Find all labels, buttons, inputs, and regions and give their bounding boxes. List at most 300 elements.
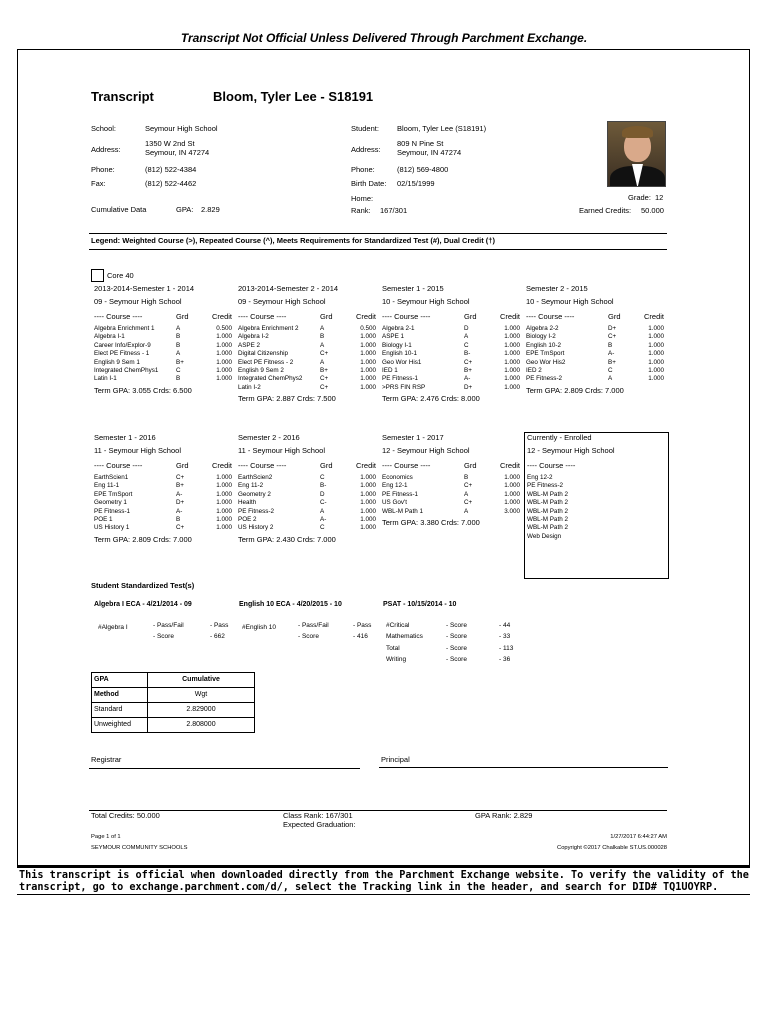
course-name: Algebra Enrichment 1: [94, 325, 155, 332]
algebra-passfail-label: - Pass/Fail: [153, 622, 184, 629]
enrolled-title: Currently - Enrolled: [527, 433, 592, 442]
school-phone-label: Phone:: [91, 165, 115, 174]
term-column-headers: [94, 462, 234, 474]
course-name: Career Info/Explor-9: [94, 341, 151, 349]
enrolled-course: WBL-M Path 2: [527, 490, 568, 498]
course-credit: 1.000: [648, 325, 664, 332]
grade-label: Grade:: [628, 193, 651, 202]
psat-score-value: - 44: [499, 622, 511, 629]
course-credit: 1.000: [360, 499, 376, 507]
legend: Legend: Weighted Course (>), Repeated Course (^), Meets Requirements for Standardized Test (#), Dual Credit (†): [91, 236, 495, 245]
col-credit: Credit: [643, 312, 664, 321]
course-credit: 1.000: [360, 366, 376, 374]
course-credit: 1.000: [360, 375, 376, 383]
col-credit: Credit: [355, 461, 376, 470]
col-course: ---- Course ----: [94, 462, 143, 470]
student-photo: [607, 121, 666, 187]
english-passfail-label: - Pass/Fail: [298, 622, 329, 629]
algebra-test-name: #Algebra I: [98, 624, 128, 631]
course-name: EarthScien2: [238, 474, 273, 481]
course-credit: 1.000: [216, 333, 232, 341]
course-credit: 1.000: [216, 490, 232, 498]
home-label: Home:: [351, 194, 374, 203]
course-grade: A-: [608, 350, 615, 358]
col-course: ---- Course ----: [238, 313, 287, 321]
course-credit: 1.000: [216, 375, 232, 383]
course-grade: B: [320, 333, 325, 341]
course-credit: 1.000: [504, 341, 520, 349]
course-grade: D+: [176, 499, 185, 507]
course-grade: D+: [464, 383, 473, 391]
gpa-header: GPA: [92, 673, 148, 688]
course-row: [238, 333, 378, 341]
algebra-eca-title: Algebra I ECA - 4/21/2014 - 09: [94, 601, 192, 608]
course-grade: A: [176, 350, 181, 358]
school-address-label: Address:: [91, 145, 121, 154]
course-row: [238, 508, 378, 516]
legend-top-rule: [89, 233, 667, 234]
term-block: [238, 285, 378, 404]
course-name: Algebra 2-1: [382, 325, 415, 332]
col-course: ---- Course ----: [382, 313, 431, 321]
course-grade: A: [464, 490, 469, 498]
enrolled-course: WBL-M Path 2: [527, 524, 568, 532]
course-row: [94, 524, 234, 532]
course-row: [382, 499, 522, 507]
course-row: [382, 491, 522, 499]
term-gpa: Term GPA: 2.809 Crds: 7.000: [526, 385, 624, 395]
course-grade: A-: [464, 375, 471, 383]
course-name: Geometry 2: [238, 490, 271, 498]
enrolled-course: Web Design: [527, 532, 562, 540]
earned-credits-label: Earned Credits:: [579, 206, 632, 215]
course-credit: 0.500: [216, 325, 232, 332]
course-name: Integrated ChemPhys2: [238, 375, 303, 383]
total-credits: Total Credits: 50.000: [91, 811, 160, 820]
course-grade: B: [176, 341, 181, 349]
course-name: US History 1: [94, 524, 130, 532]
course-name: Biology I-2: [526, 333, 556, 341]
gpa-method-value: 2.808000: [148, 718, 255, 733]
course-row: [526, 375, 666, 383]
course-row: [526, 350, 666, 358]
col-credit: Credit: [211, 312, 232, 321]
enrolled-course: WBL-M Path 2: [527, 507, 568, 515]
course-row: [238, 367, 378, 375]
course-grade: C+: [464, 499, 473, 507]
term-school: 11 - Seymour High School: [238, 446, 325, 455]
course-name: ASPE 1: [382, 333, 405, 341]
course-row: [526, 333, 666, 341]
course-grade: D: [320, 490, 325, 498]
course-name: Geometry 1: [94, 499, 127, 507]
term-school: 09 - Seymour High School: [94, 297, 182, 306]
course-grade: A-: [320, 515, 327, 523]
term-school: 11 - Seymour High School: [94, 446, 181, 455]
method-header: Method: [92, 688, 148, 703]
course-row: [526, 325, 666, 333]
course-name: Latin I-1: [94, 375, 117, 383]
course-credit: 1.000: [216, 474, 232, 481]
course-grade: B: [176, 515, 181, 523]
course-grade: C: [320, 474, 325, 481]
course-name: English 10-1: [382, 350, 418, 358]
col-course: ---- Course ----: [527, 462, 576, 470]
term-block: [238, 434, 378, 544]
course-name: Elect PE Fitness - 1: [94, 350, 150, 358]
course-name: PE Fitness-2: [238, 507, 275, 515]
col-credit: Credit: [355, 312, 376, 321]
course-grade: A: [608, 375, 613, 383]
course-credit: 1.000: [360, 333, 376, 341]
psat-score-label: - Score: [446, 622, 467, 629]
course-credit: 1.000: [360, 341, 376, 349]
course-credit: 1.000: [360, 358, 376, 366]
term-block: [382, 434, 522, 528]
psat-score-value: - 33: [499, 633, 511, 640]
course-credit: 1.000: [216, 350, 232, 358]
principal-label: Principal: [381, 755, 410, 764]
psat-score-value: - 113: [499, 645, 514, 652]
course-credit: 1.000: [360, 490, 376, 498]
col-grade: Grd: [320, 461, 333, 470]
student-phone-value: (812) 569-4800: [397, 165, 449, 174]
student-label: Student:: [351, 124, 379, 133]
course-row: [382, 375, 522, 383]
course-name: IED 1: [382, 366, 398, 374]
student-address-line2: Seymour, IN 47274: [397, 148, 462, 157]
col-grade: Grd: [176, 461, 189, 470]
course-row: [238, 359, 378, 367]
course-row: [526, 359, 666, 367]
course-grade: D+: [608, 325, 617, 332]
term-title: Semester 2 - 2015: [526, 284, 588, 293]
print-timestamp: 1/27/2017 6:44:27 AM: [610, 834, 667, 840]
course-name: Eng 12-1: [382, 482, 408, 490]
course-row: [94, 350, 234, 358]
enrolled-course: WBL-M Path 2: [527, 499, 568, 507]
term-column-headers: [238, 462, 378, 474]
cumulative-header: Cumulative: [148, 673, 255, 688]
enrolled-course: Eng 12-2: [527, 474, 553, 481]
col-course: ---- Course ----: [238, 462, 287, 470]
course-grade: B: [176, 333, 181, 341]
course-row: [94, 508, 234, 516]
course-row: [94, 499, 234, 507]
course-credit: 1.000: [648, 366, 664, 374]
course-name: POE 1: [94, 515, 113, 523]
term-block: [94, 434, 234, 544]
course-name: PE Fitness-1: [94, 507, 131, 515]
english-score-value: - 416: [353, 633, 368, 640]
school-address-line2: Seymour, IN 47274: [145, 148, 210, 157]
term-column-headers: [526, 313, 666, 325]
course-credit: 1.000: [360, 350, 376, 358]
course-name: US Gov't: [382, 499, 407, 507]
summary-rule: [89, 810, 667, 811]
course-row: [238, 325, 378, 333]
col-course: ---- Course ----: [382, 462, 431, 470]
course-name: PE Fitness-2: [526, 375, 563, 383]
course-grade: B: [176, 375, 181, 383]
course-grade: B+: [464, 366, 472, 374]
col-credit: Credit: [499, 461, 520, 470]
course-grade: A: [464, 333, 469, 341]
course-grade: A: [320, 358, 325, 366]
course-grade: C: [464, 341, 469, 349]
term-block: [382, 285, 522, 404]
course-name: POE 2: [238, 515, 257, 523]
course-credit: 1.000: [504, 358, 520, 366]
term-column-headers: [382, 462, 522, 474]
course-name: English 9 Sem 1: [94, 358, 140, 366]
term-title: 2013-2014-Semester 1 - 2014: [94, 284, 195, 293]
course-grade: A: [176, 325, 181, 332]
course-row: [382, 474, 522, 482]
term-school: 10 - Seymour High School: [382, 297, 470, 306]
course-grade: B+: [320, 366, 328, 374]
course-row: [382, 350, 522, 358]
course-row: [94, 516, 234, 524]
col-course: ---- Course ----: [94, 313, 143, 321]
course-name: PE Fitness-1: [382, 375, 419, 383]
student-address-label: Address:: [351, 145, 381, 154]
course-credit: 1.000: [360, 383, 376, 391]
course-name: EPE TmSport: [94, 490, 133, 498]
term-gpa: Term GPA: 3.055 Crds: 6.500: [94, 385, 192, 395]
term-gpa: Term GPA: 2.430 Crds: 7.000: [238, 534, 336, 544]
course-name: English 9 Sem 2: [238, 366, 284, 374]
term-title: Semester 1 - 2017: [382, 433, 444, 442]
course-credit: 1.000: [360, 524, 376, 532]
psat-score-label: - Score: [446, 656, 467, 663]
course-row: [94, 367, 234, 375]
grade-value: 12: [655, 193, 664, 202]
course-name: US History 2: [238, 524, 274, 532]
core40-label: Core 40: [107, 271, 134, 280]
course-grade: B-: [464, 350, 471, 358]
verification-top-rule: [17, 866, 750, 868]
course-name: Geo Wor His2: [526, 358, 566, 366]
course-credit: 1.000: [648, 375, 664, 383]
course-row: [238, 491, 378, 499]
course-credit: 1.000: [504, 490, 520, 498]
course-row: [382, 325, 522, 333]
col-grade: Grd: [320, 312, 333, 321]
course-name: Algebra I-2: [238, 333, 269, 341]
school-phone-value: (812) 522-4384: [145, 165, 197, 174]
school-fax-value: (812) 522-4462: [145, 179, 197, 188]
english-score-label: - Score: [298, 633, 319, 640]
term-title: Semester 2 - 2016: [238, 433, 300, 442]
course-name: Health: [238, 499, 257, 507]
course-credit: 0.500: [360, 325, 376, 332]
student-name-heading: Bloom, Tyler Lee - S18191: [213, 89, 374, 104]
course-name: Elect PE Fitness - 2: [238, 358, 294, 366]
course-grade: C+: [176, 524, 185, 532]
course-name: Biology I-1: [382, 341, 412, 349]
term-block: [526, 285, 666, 395]
course-row: [238, 474, 378, 482]
current-enrollment-box: [524, 432, 669, 579]
course-credit: 1.000: [360, 507, 376, 515]
course-credit: 1.000: [504, 499, 520, 507]
school-address-line1: 1350 W 2nd St: [145, 139, 195, 148]
course-grade: C-: [320, 499, 327, 507]
term-gpa: Term GPA: 2.476 Crds: 8.000: [382, 394, 480, 404]
course-name: English 10-2: [526, 341, 562, 349]
course-grade: A: [464, 507, 469, 515]
course-name: Eng 11-2: [238, 482, 264, 490]
principal-signature-line: [379, 767, 668, 768]
term-school: 12 - Seymour High School: [382, 446, 470, 455]
enrolled-column-header: [527, 462, 666, 474]
psat-section: Total: [386, 645, 400, 652]
school-label: School:: [91, 124, 117, 133]
psat-section: Mathematics: [386, 633, 423, 640]
course-credit: 1.000: [216, 499, 232, 507]
course-credit: 1.000: [504, 482, 520, 490]
course-grade: B+: [176, 358, 184, 366]
course-name: Integrated ChemPhys1: [94, 366, 159, 374]
course-credit: 1.000: [216, 358, 232, 366]
gpa-method-value: 2.829000: [148, 703, 255, 718]
enrolled-course: WBL-M Path 2: [527, 515, 568, 523]
algebra-score-value: - 662: [210, 633, 225, 640]
course-name: >PRS FIN RSP: [382, 383, 426, 391]
course-credit: 1.000: [216, 524, 232, 532]
course-credit: 1.000: [216, 341, 232, 349]
student-address-line1: 809 N Pine St: [397, 139, 444, 148]
course-row: [94, 359, 234, 367]
course-grade: A-: [176, 507, 183, 515]
course-credit: 1.000: [216, 482, 232, 490]
course-row: [526, 367, 666, 375]
term-title: 2013-2014-Semester 2 - 2014: [238, 284, 339, 293]
course-grade: C+: [320, 350, 329, 358]
course-name: Economics: [382, 474, 413, 481]
cumulative-data-label: Cumulative Data: [91, 205, 147, 214]
rank-label: Rank:: [351, 206, 371, 215]
expected-graduation: Expected Graduation:: [283, 820, 356, 829]
term-gpa: Term GPA: 2.887 Crds: 7.500: [238, 394, 336, 404]
term-school: 09 - Seymour High School: [238, 297, 326, 306]
course-name: EPE TmSport: [526, 350, 565, 358]
class-rank: Class Rank: 167/301: [283, 811, 353, 820]
course-name: Algebra 2-2: [526, 325, 559, 332]
course-credit: 1.000: [504, 350, 520, 358]
course-row: [94, 491, 234, 499]
school-fax-label: Fax:: [91, 179, 106, 188]
psat-score-value: - 36: [499, 656, 511, 663]
course-credit: 1.000: [504, 366, 520, 374]
course-name: Digital Citizenship: [238, 350, 289, 358]
course-row: [238, 516, 378, 524]
course-row: [238, 524, 378, 532]
course-grade: C+: [608, 333, 617, 341]
term-title: Semester 1 - 2015: [382, 284, 444, 293]
course-credit: 1.000: [648, 358, 664, 366]
course-grade: A-: [176, 490, 183, 498]
col-grade: Grd: [464, 312, 477, 321]
enrolled-school: 12 - Seymour High School: [527, 446, 615, 455]
course-grade: B: [608, 341, 613, 349]
psat-section: #Critical: [386, 622, 410, 629]
course-grade: C+: [464, 482, 473, 490]
course-grade: B: [464, 474, 469, 481]
student-value: Bloom, Tyler Lee (S18191): [397, 124, 487, 133]
gpa-rank: GPA Rank: 2.829: [475, 811, 533, 820]
course-credit: 1.000: [504, 383, 520, 391]
verification-bottom-rule: [17, 894, 750, 895]
standardized-tests-title: Student Standardized Test(s): [91, 581, 195, 590]
verification-note: This transcript is official when downloaded directly from the Parchment Exchange website. To verify the validity of the transcript, go to exchange.parchment.com/d/, select the Tracking link in the header, and search for DID# TQ1UOYRP.: [19, 870, 749, 893]
course-row: [94, 474, 234, 482]
english-passfail-value: - Pass: [353, 622, 372, 629]
course-credit: 1.000: [216, 366, 232, 374]
term-column-headers: [238, 313, 378, 325]
course-credit: 1.000: [504, 375, 520, 383]
algebra-score-label: - Score: [153, 633, 174, 640]
gpa-method-label: Unweighted: [92, 718, 148, 733]
course-credit: 1.000: [216, 507, 232, 515]
course-grade: A: [320, 341, 325, 349]
course-grade: A: [320, 325, 325, 332]
course-name: ASPE 2: [238, 341, 261, 349]
course-row: [94, 333, 234, 341]
english-eca-title: English 10 ECA - 4/20/2015 - 10: [239, 601, 342, 608]
course-name: Algebra Enrichment 2: [238, 325, 299, 332]
earned-credits-value: 50.000: [641, 206, 664, 215]
transcript-title: Transcript: [91, 89, 154, 104]
term-block: [94, 285, 234, 395]
course-credit: 1.000: [360, 474, 376, 481]
psat-score-label: - Score: [446, 645, 467, 652]
copyright: Copyright ©2017 Chalkable ST.US.000028: [557, 845, 667, 851]
course-name: PE Fitness-1: [382, 490, 419, 498]
course-grade: B+: [176, 482, 184, 490]
course-row: [94, 482, 234, 490]
course-grade: C: [176, 366, 181, 374]
course-credit: 1.000: [648, 341, 664, 349]
gpa-value: 2.829: [201, 205, 220, 214]
course-row: [382, 384, 522, 392]
course-row: [382, 508, 522, 516]
course-grade: C+: [320, 383, 329, 391]
course-row: [382, 482, 522, 490]
course-grade: A: [320, 507, 325, 515]
course-credit: 1.000: [504, 325, 520, 332]
course-row: [238, 499, 378, 507]
gpa-method-label: Standard: [92, 703, 148, 718]
course-row: [238, 375, 378, 383]
english-test-name: #English 10: [242, 624, 276, 631]
term-gpa: Term GPA: 3.380 Crds: 7.000: [382, 517, 480, 527]
course-grade: C: [320, 524, 325, 532]
unofficial-banner: Transcript Not Official Unless Delivered Through Parchment Exchange.: [180, 31, 588, 45]
gpa-label: GPA:: [176, 205, 194, 214]
course-row: [94, 325, 234, 333]
col-grade: Grd: [608, 312, 621, 321]
col-credit: Credit: [211, 461, 232, 470]
school-value: Seymour High School: [145, 124, 218, 133]
course-grade: C+: [176, 474, 185, 481]
col-course: ---- Course ----: [526, 313, 575, 321]
course-name: WBL-M Path 1: [382, 507, 423, 515]
course-grade: B+: [608, 358, 616, 366]
psat-section: Writing: [386, 656, 407, 663]
course-name: Geo Wor His1: [382, 358, 422, 366]
